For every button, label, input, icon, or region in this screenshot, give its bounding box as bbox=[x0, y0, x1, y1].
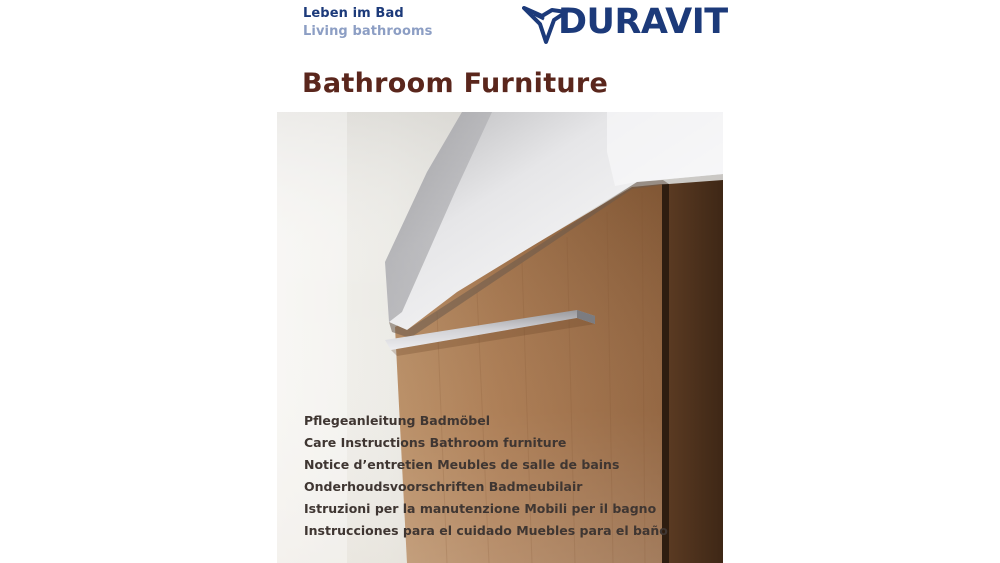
tagline-german: Leben im Bad bbox=[303, 6, 404, 21]
duravit-logo bbox=[522, 0, 728, 46]
document-title: Bathroom Furniture bbox=[302, 68, 609, 99]
caption-dutch: Onderhoudsvoorschriften Badmeubilair bbox=[304, 479, 583, 494]
caption-german: Pflegeanleitung Badmöbel bbox=[304, 413, 491, 428]
logo-wordmark: DURAVIT bbox=[558, 2, 728, 42]
multilingual-caption-list bbox=[304, 412, 668, 544]
caption-italian: Istruzioni per la manutenzione Mobili per il bagno bbox=[304, 501, 657, 516]
caption-spanish: Instrucciones para el cuidado Muebles para el baño bbox=[304, 523, 668, 538]
caption-english: Care Instructions Bathroom furniture bbox=[304, 435, 567, 450]
tagline-english: Living bathrooms bbox=[303, 24, 433, 39]
caption-french: Notice d’entretien Meubles de salle de bains bbox=[304, 457, 620, 472]
